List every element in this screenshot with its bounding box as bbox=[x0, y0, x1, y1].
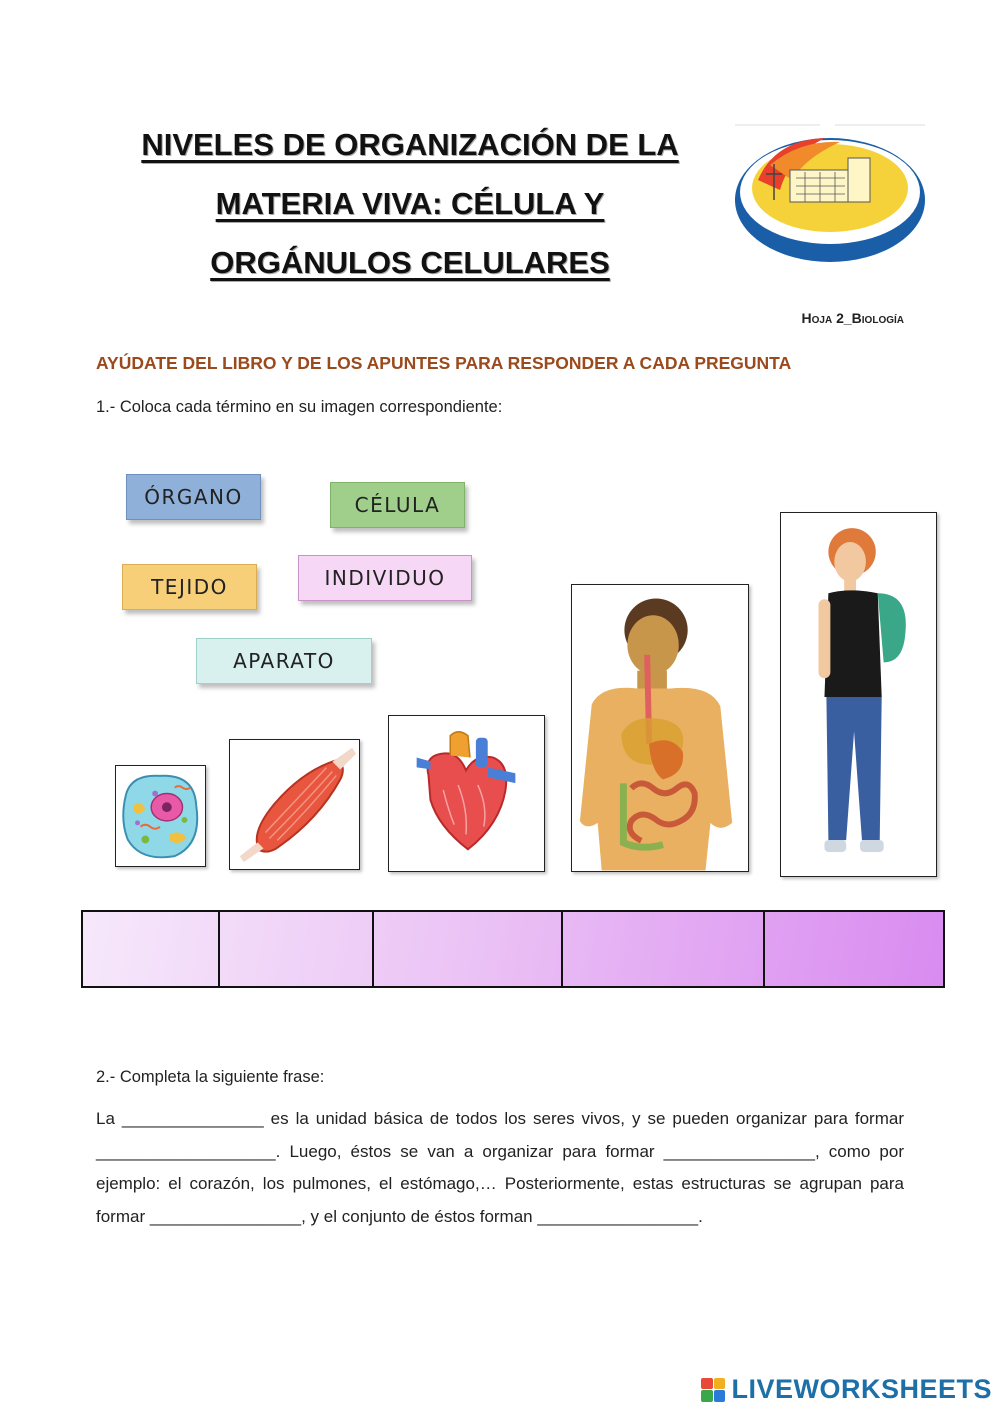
term-celula[interactable]: CÉLULA bbox=[330, 482, 465, 528]
answer-cell-1[interactable] bbox=[83, 912, 220, 986]
instruction-heading: AYÚDATE DEL LIBRO Y DE LOS APUNTES PARA RESPONDER A CADA PREGUNTA bbox=[96, 353, 792, 373]
term-organo[interactable]: ÓRGANO bbox=[126, 474, 261, 520]
heart-organ-image bbox=[388, 715, 545, 872]
sheet-label: Hoja 2_Biología bbox=[801, 310, 904, 326]
question-1-prompt: 1.- Coloca cada término en su imagen correspondiente: bbox=[96, 398, 503, 416]
cell-image bbox=[115, 765, 206, 867]
brand-text: LIVEWORKSHEETS bbox=[731, 1374, 992, 1404]
page-title-line-2: MATERIA VIVA: CÉLULA Y bbox=[215, 186, 605, 221]
question-2-prompt: 2.- Completa la siguiente frase: bbox=[96, 1068, 325, 1086]
term-aparato[interactable]: APARATO bbox=[196, 638, 372, 684]
page-title-line-1: NIVELES DE ORGANIZACIÓN DE LA bbox=[141, 127, 679, 162]
school-logo bbox=[730, 120, 930, 270]
answer-cell-5[interactable] bbox=[765, 912, 943, 986]
fill-in-paragraph: La _______________ es la unidad básica de todos los seres vivos, y se pueden organizar para formar ___________________. Luego, éstos se van a organizar para formar ________________, como por ejemplo: el corazón, los pulmones, el estómago,… Posteriormente, estas estructuras se agrupan para formar ________________, y el conjunto de éstos forman _________________. bbox=[96, 1109, 904, 1226]
muscle-tissue-image bbox=[229, 739, 360, 870]
page-title-line-3: ORGÁNULOS CELULARES bbox=[210, 245, 610, 280]
person-individual-image bbox=[780, 512, 937, 877]
term-individuo[interactable]: INDIVIDUO bbox=[298, 555, 472, 601]
liveworksheets-brand bbox=[701, 1374, 992, 1405]
answer-cell-2[interactable] bbox=[220, 912, 374, 986]
answer-cell-4[interactable] bbox=[563, 912, 765, 986]
answer-table bbox=[81, 910, 945, 988]
term-tejido[interactable]: TEJIDO bbox=[122, 564, 257, 610]
answer-cell-3[interactable] bbox=[374, 912, 563, 986]
liveworksheets-logo-icon bbox=[701, 1378, 725, 1402]
digestive-system-image bbox=[571, 584, 749, 872]
